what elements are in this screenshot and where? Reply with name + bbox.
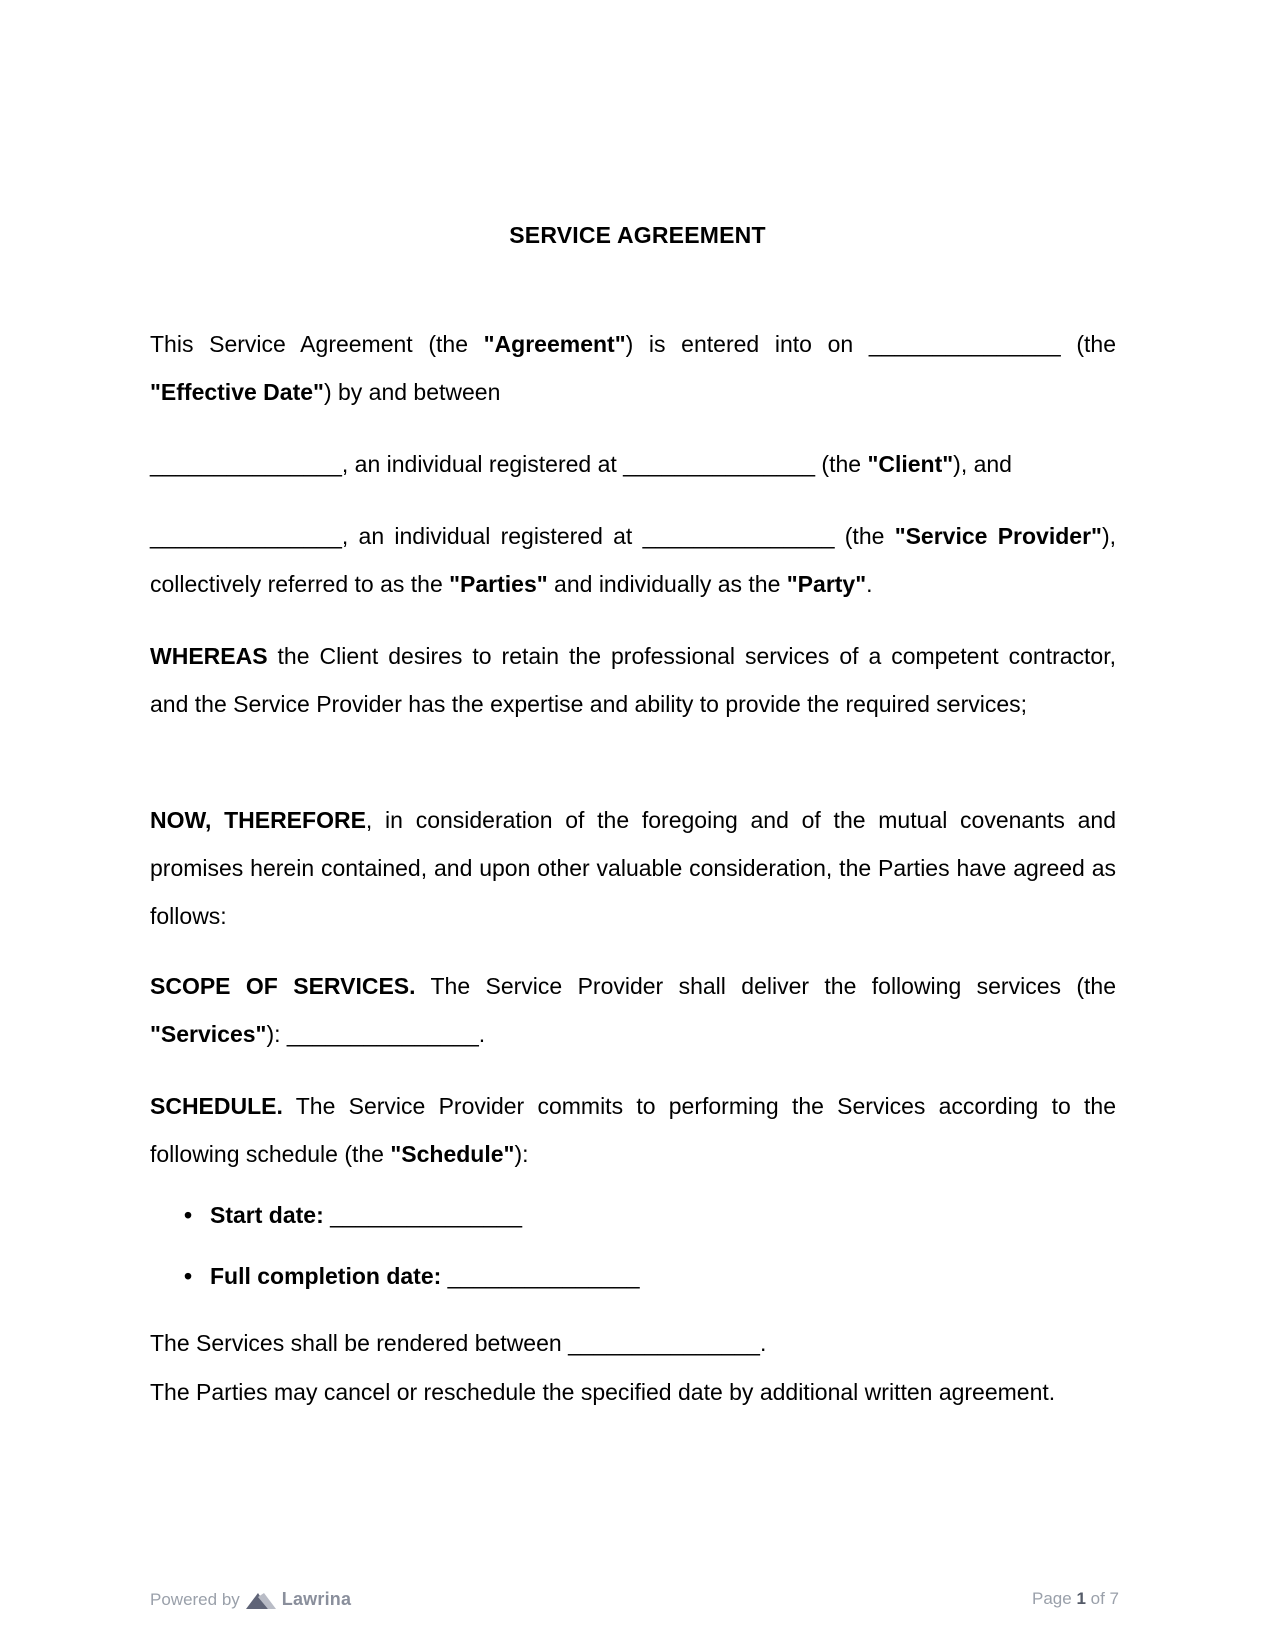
page-total: 7 <box>1109 1589 1119 1608</box>
whereas-paragraph <box>150 632 1116 728</box>
whereas-lead: WHEREAS <box>150 643 268 669</box>
provider-name-blank: _______________ <box>150 523 342 549</box>
lawrina-logo-icon <box>246 1591 276 1609</box>
page-indicator <box>1032 1589 1119 1609</box>
defined-term-party: "Party" <box>786 571 867 597</box>
now-therefore-paragraph <box>150 796 1116 940</box>
text: ), and <box>953 451 1012 477</box>
section-heading-schedule: SCHEDULE. <box>150 1093 283 1119</box>
defined-term-effective-date: "Effective Date" <box>150 379 324 405</box>
text: , an individual registered at <box>341 451 624 477</box>
text: ) by and between <box>323 379 501 405</box>
intro-paragraph <box>150 320 1116 416</box>
defined-term-agreement: "Agreement" <box>483 331 626 357</box>
completion-date-label: Full completion date: <box>210 1263 448 1289</box>
cancel-text: The Parties may cancel or reschedule the specified date by additional written agreement. <box>150 1379 1056 1405</box>
bullet-icon: • <box>184 1202 193 1228</box>
rendered-between-blank: _______________ <box>568 1330 760 1356</box>
page-separator: of <box>1085 1589 1110 1608</box>
text: ): <box>266 1021 287 1047</box>
text: ): <box>514 1141 529 1167</box>
start-date-label: Start date: <box>210 1202 331 1228</box>
text: The Service Provider commits to performing the Services according to the following schedule (the <box>150 1093 1116 1167</box>
start-date-blank: _______________ <box>330 1202 523 1228</box>
defined-term-services: "Services" <box>150 1021 267 1047</box>
text: and individually as the <box>547 571 787 597</box>
page-current: 1 <box>1076 1589 1086 1608</box>
text: (the <box>834 523 895 549</box>
services-blank: _______________ <box>286 1021 479 1047</box>
section-heading-scope: SCOPE OF SERVICES. <box>150 973 416 999</box>
effective-date-blank: _______________ <box>868 331 1061 357</box>
bullet-icon: • <box>184 1263 193 1289</box>
text: the Client desires to retain the professional services of a competent contractor, and the Service Provider has the expertise and ability to provide the required services; <box>150 643 1116 717</box>
text: The Service Provider shall deliver the following services (the <box>415 973 1116 999</box>
text: . <box>759 1330 767 1356</box>
schedule-list <box>150 1200 640 1322</box>
text: , an individual registered at <box>341 523 643 549</box>
schedule-paragraph <box>150 1082 1116 1178</box>
text: ) is entered into on <box>625 331 869 357</box>
document-title: SERVICE AGREEMENT <box>509 222 766 248</box>
client-name-blank: _______________ <box>150 451 342 477</box>
text: (the <box>1060 331 1116 357</box>
client-address-blank: _______________ <box>623 451 816 477</box>
defined-term-client: "Client" <box>867 451 954 477</box>
provider-address-blank: _______________ <box>642 523 835 549</box>
cancel-paragraph <box>150 1368 1116 1416</box>
scope-of-services-paragraph <box>150 962 1116 1058</box>
defined-term-service-provider: "Service Provider" <box>894 523 1102 549</box>
text: This Service Agreement (the <box>150 331 484 357</box>
list-item <box>184 1200 640 1261</box>
text: . <box>478 1021 486 1047</box>
now-therefore-lead: NOW, THEREFORE <box>150 807 366 833</box>
footer-powered-by <box>150 1589 351 1610</box>
defined-term-parties: "Parties" <box>449 571 548 597</box>
list-item <box>184 1261 640 1322</box>
client-paragraph <box>150 440 1116 488</box>
text: ), collectively referred to as the <box>150 523 1116 597</box>
completion-date-blank: _______________ <box>447 1263 640 1289</box>
powered-by-text: Powered by <box>150 1589 240 1609</box>
brand-name: Lawrina <box>281 1589 352 1609</box>
text: , in consideration of the foregoing and of the mutual covenants and promises herein contained, and upon other valuable consideration, the Parties have agreed as follows: <box>150 807 1117 929</box>
text: The Services shall be rendered between <box>150 1330 569 1356</box>
text: (the <box>815 451 868 477</box>
page-prefix: Page <box>1032 1589 1077 1608</box>
provider-paragraph <box>150 512 1116 608</box>
text: . <box>866 571 873 597</box>
rendered-between-paragraph <box>150 1319 1116 1367</box>
defined-term-schedule: "Schedule" <box>390 1141 515 1167</box>
